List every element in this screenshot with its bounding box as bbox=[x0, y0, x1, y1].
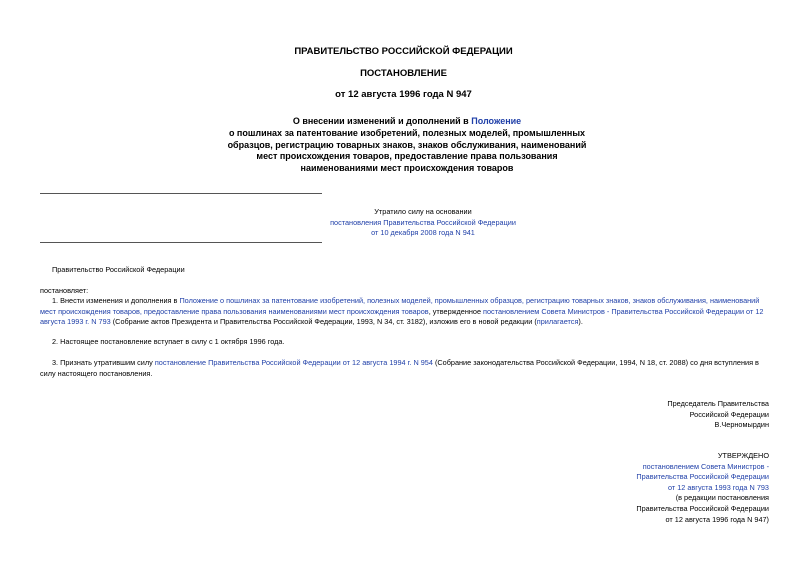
government-line: Правительство Российской Федерации bbox=[52, 265, 185, 274]
item-3 bbox=[40, 358, 770, 379]
item1-decree-link[interactable]: постановлением Совета Министров - Правительства Российской Федерации от 12 августа 1993 г. N 793 bbox=[40, 306, 764, 327]
repeal-text: Утратило силу на основании bbox=[374, 207, 472, 216]
approval-block bbox=[636, 451, 769, 525]
item3-text-2: (Собрание законодательства Российской Федерации, 1994, N 18, ст. 2088) со дня вступления в силу настоящего постановления. bbox=[40, 358, 759, 378]
item1-text-2: , утвержденное bbox=[428, 306, 484, 316]
approval-title: УТВЕРЖДЕНО bbox=[717, 451, 769, 460]
subject-regulation-link[interactable]: Положение bbox=[471, 116, 522, 126]
item-2: 2. Настоящее постановление вступает в силу с 1 октября 1996 года. bbox=[52, 337, 285, 346]
item3-decree-link[interactable]: постановление Правительства Российской Федерации от 12 августа 1994 г. N 954 bbox=[154, 358, 433, 367]
divider-top bbox=[40, 193, 322, 194]
org-title: ПРАВИТЕЛЬСТВО РОССИЙСКОЙ ФЕДЕРАЦИИ bbox=[294, 46, 513, 57]
approval-link-3[interactable]: от 12 августа 1993 года N 793 bbox=[667, 482, 769, 492]
approval-link-1[interactable]: постановлением Совета Министров - bbox=[642, 461, 769, 471]
repeal-notice bbox=[282, 207, 564, 239]
approval-link-2[interactable]: Правительства Российской Федерации bbox=[636, 472, 769, 482]
repeal-link[interactable]: постановления Правительства Российской Федерации bbox=[330, 217, 516, 227]
doc-type: ПОСТАНОВЛЕНИЕ bbox=[360, 68, 447, 79]
item1-text: 1. Внести изменения и дополнения в bbox=[52, 296, 180, 305]
subject-rest: о пошлинах за патентование изобретений, полезных моделей, промышленных образцов, регистрацию товарных знаков, знаков обслуживания, наименований мест происхождения товаров, предоставление права пользования наименованиями мест происхождения товаров bbox=[227, 127, 587, 174]
approval-note-1: (в редакции постановления bbox=[675, 493, 769, 503]
item1-regulation-link[interactable]: Положение о пошлинах за патентование изобретений, полезных моделей, промышленных образцов, регистрацию товарных знаков, знаков обслуживания, наименований мест происхождения товаров, предоставление права пользования наименованиями мест происхождения товаров bbox=[40, 296, 760, 316]
signature-country: Российской Федерации bbox=[689, 409, 769, 419]
item1-text-3: (Собрание актов Президента и Правительства Российской Федерации, 1993, N 34, ст. 3182), изложив его в новой редакции ( bbox=[110, 317, 537, 327]
subject-prefix: О внесении изменений и дополнений в bbox=[292, 116, 472, 126]
decrees-line: постановляет: bbox=[40, 286, 89, 295]
document-subject bbox=[220, 116, 594, 175]
divider-bottom bbox=[40, 242, 322, 243]
signature-name: В.Черномырдин bbox=[714, 420, 769, 430]
item1-text-4: ). bbox=[578, 317, 583, 327]
approval-note-2: Правительства Российской Федерации bbox=[636, 503, 769, 513]
doc-date-number: от 12 августа 1996 года N 947 bbox=[335, 89, 472, 100]
item1-attached-link[interactable]: прилагается bbox=[536, 317, 579, 327]
signature-position: Председатель Правительства bbox=[667, 399, 769, 408]
repeal-link-date[interactable]: от 10 декабря 2008 года N 941 bbox=[371, 228, 475, 238]
item-1 bbox=[40, 296, 770, 328]
approval-note-3: от 12 августа 1996 года N 947) bbox=[665, 514, 769, 524]
item3-text: 3. Признать утратившим силу bbox=[52, 358, 155, 367]
signature-block bbox=[667, 399, 769, 431]
